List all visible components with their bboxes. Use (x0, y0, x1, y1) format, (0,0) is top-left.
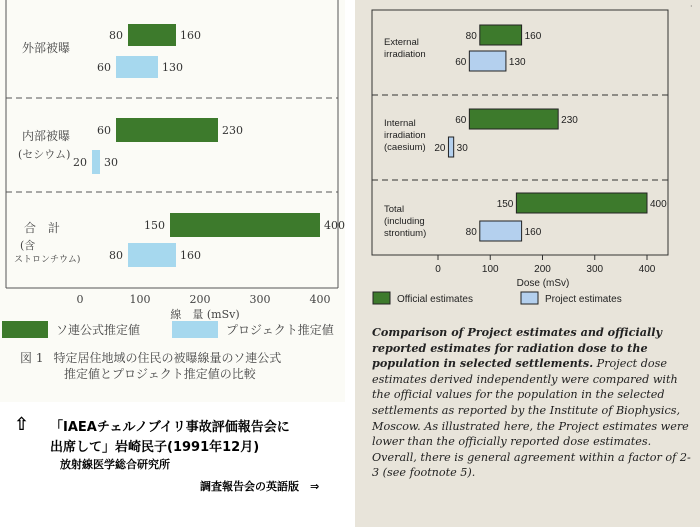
japanese-figure-caption (20, 350, 340, 382)
x-tick-label: 200 (189, 293, 211, 306)
bar-start-label: 80 (465, 31, 477, 42)
bar-start-label: 20 (434, 143, 446, 154)
x-tick-label: 0 (435, 264, 441, 275)
group-label: 合 計 (24, 221, 61, 235)
x-axis-label: Dose (mSv) (516, 278, 570, 289)
official-bar (480, 25, 522, 45)
x-tick-label: 300 (586, 264, 604, 275)
bar-start-label: 60 (455, 57, 467, 68)
group-label: External (384, 37, 419, 48)
x-tick-label: 100 (481, 264, 499, 275)
group-label: (セシウム) (18, 148, 71, 161)
source-note-line-2: 出席して」岩崎民子(1991年12月) (50, 440, 260, 455)
caption-line-2: 推定値とプロジェクト推定値の比較 (64, 367, 256, 381)
legend-official-label: Official estimates (397, 294, 473, 305)
official-bar (516, 193, 647, 213)
group-label: Total (384, 204, 405, 215)
bar-start-label: 60 (97, 124, 111, 137)
group-label: (caesium) (384, 142, 426, 153)
bar-start-label: 60 (97, 61, 111, 74)
project-bar (480, 221, 522, 241)
project-bar (448, 137, 453, 157)
x-tick-label: 300 (249, 293, 271, 306)
english-caption-body: Project dose estimates derived independently were compared with the official values for the population in the selected settlements as reported by the Institute of Biophysics, Moscow. As illustrated here, the Project estimates were lower than the officially reported dose estimates. Overall, there is general agreement within a factor of 2-3 (see footnote 5). (372, 357, 691, 480)
x-tick-label: 400 (309, 293, 331, 306)
group-label: (含 (20, 239, 36, 252)
source-note (50, 416, 290, 472)
bar-end-label: 230 (222, 124, 243, 137)
project-bar (469, 51, 506, 71)
bar-end-label: 130 (508, 57, 526, 68)
group-label: ストロンチウム) (14, 255, 81, 265)
bar-end-label: 400 (650, 199, 667, 210)
bar-end-label: 160 (524, 227, 542, 238)
source-institute: 放射線医学総合研究所 (60, 458, 170, 471)
bar-start-label: 80 (109, 29, 123, 42)
bar-end-label: 160 (180, 249, 201, 262)
caption-line-1: 特定居住地域の住民の被曝線量のソ連公式 (53, 351, 282, 365)
bar-start-label: 150 (144, 219, 165, 232)
group-label: (including (384, 216, 425, 227)
bar-start-label: 80 (109, 249, 123, 262)
legend-project-label: プロジェクト推定値 (226, 323, 334, 337)
legend-project-swatch (521, 292, 538, 304)
legend-project-label: Project estimates (545, 294, 622, 305)
up-arrow-icon: ⇧ (14, 414, 30, 435)
bar-end-label: 30 (456, 143, 468, 154)
x-axis-label: 線 量 (mSv) (170, 308, 240, 321)
bar-end-label: 30 (104, 156, 118, 169)
official-bar (469, 109, 558, 129)
group-label: Internal (384, 118, 416, 129)
legend-official-swatch (373, 292, 390, 304)
x-tick-label: 0 (76, 293, 84, 306)
bar-start-label: 150 (496, 199, 514, 210)
bar-end-label: 130 (162, 61, 183, 74)
english-version-note: 調査報告会の英語版 ⇒ (200, 480, 320, 493)
bar-start-label: 80 (465, 227, 477, 238)
legend-official-label: ソ連公式推定値 (56, 323, 141, 337)
group-label: 内部被曝 (22, 129, 71, 143)
bar-end-label: 160 (180, 29, 201, 42)
x-tick-label: 100 (129, 293, 151, 306)
x-tick-label: 200 (534, 264, 551, 275)
bar-end-label: 230 (561, 115, 578, 126)
english-caption (372, 325, 694, 481)
x-tick-label: 400 (638, 264, 656, 275)
bar-start-label: 60 (455, 115, 467, 126)
legend-official-swatch (2, 321, 48, 338)
group-label: strontium) (384, 228, 427, 239)
corner-mark: · (690, 2, 693, 11)
bar-end-label: 400 (324, 219, 345, 232)
group-label: 外部被曝 (22, 41, 71, 55)
group-label: irradiation (384, 130, 426, 141)
legend-project-swatch (172, 321, 218, 338)
english-caption-title: Comparison of Project estimates and officially reported estimates for radiation dose to the population in selected settlements. (372, 325, 662, 371)
source-note-line-1: 「IAEAチェルノブイリ事故評価報告会に (50, 420, 290, 435)
figure-number: 図 1 (20, 351, 44, 365)
bar-end-label: 160 (524, 31, 542, 42)
bar-start-label: 20 (73, 156, 87, 169)
group-label: irradiation (384, 49, 426, 60)
